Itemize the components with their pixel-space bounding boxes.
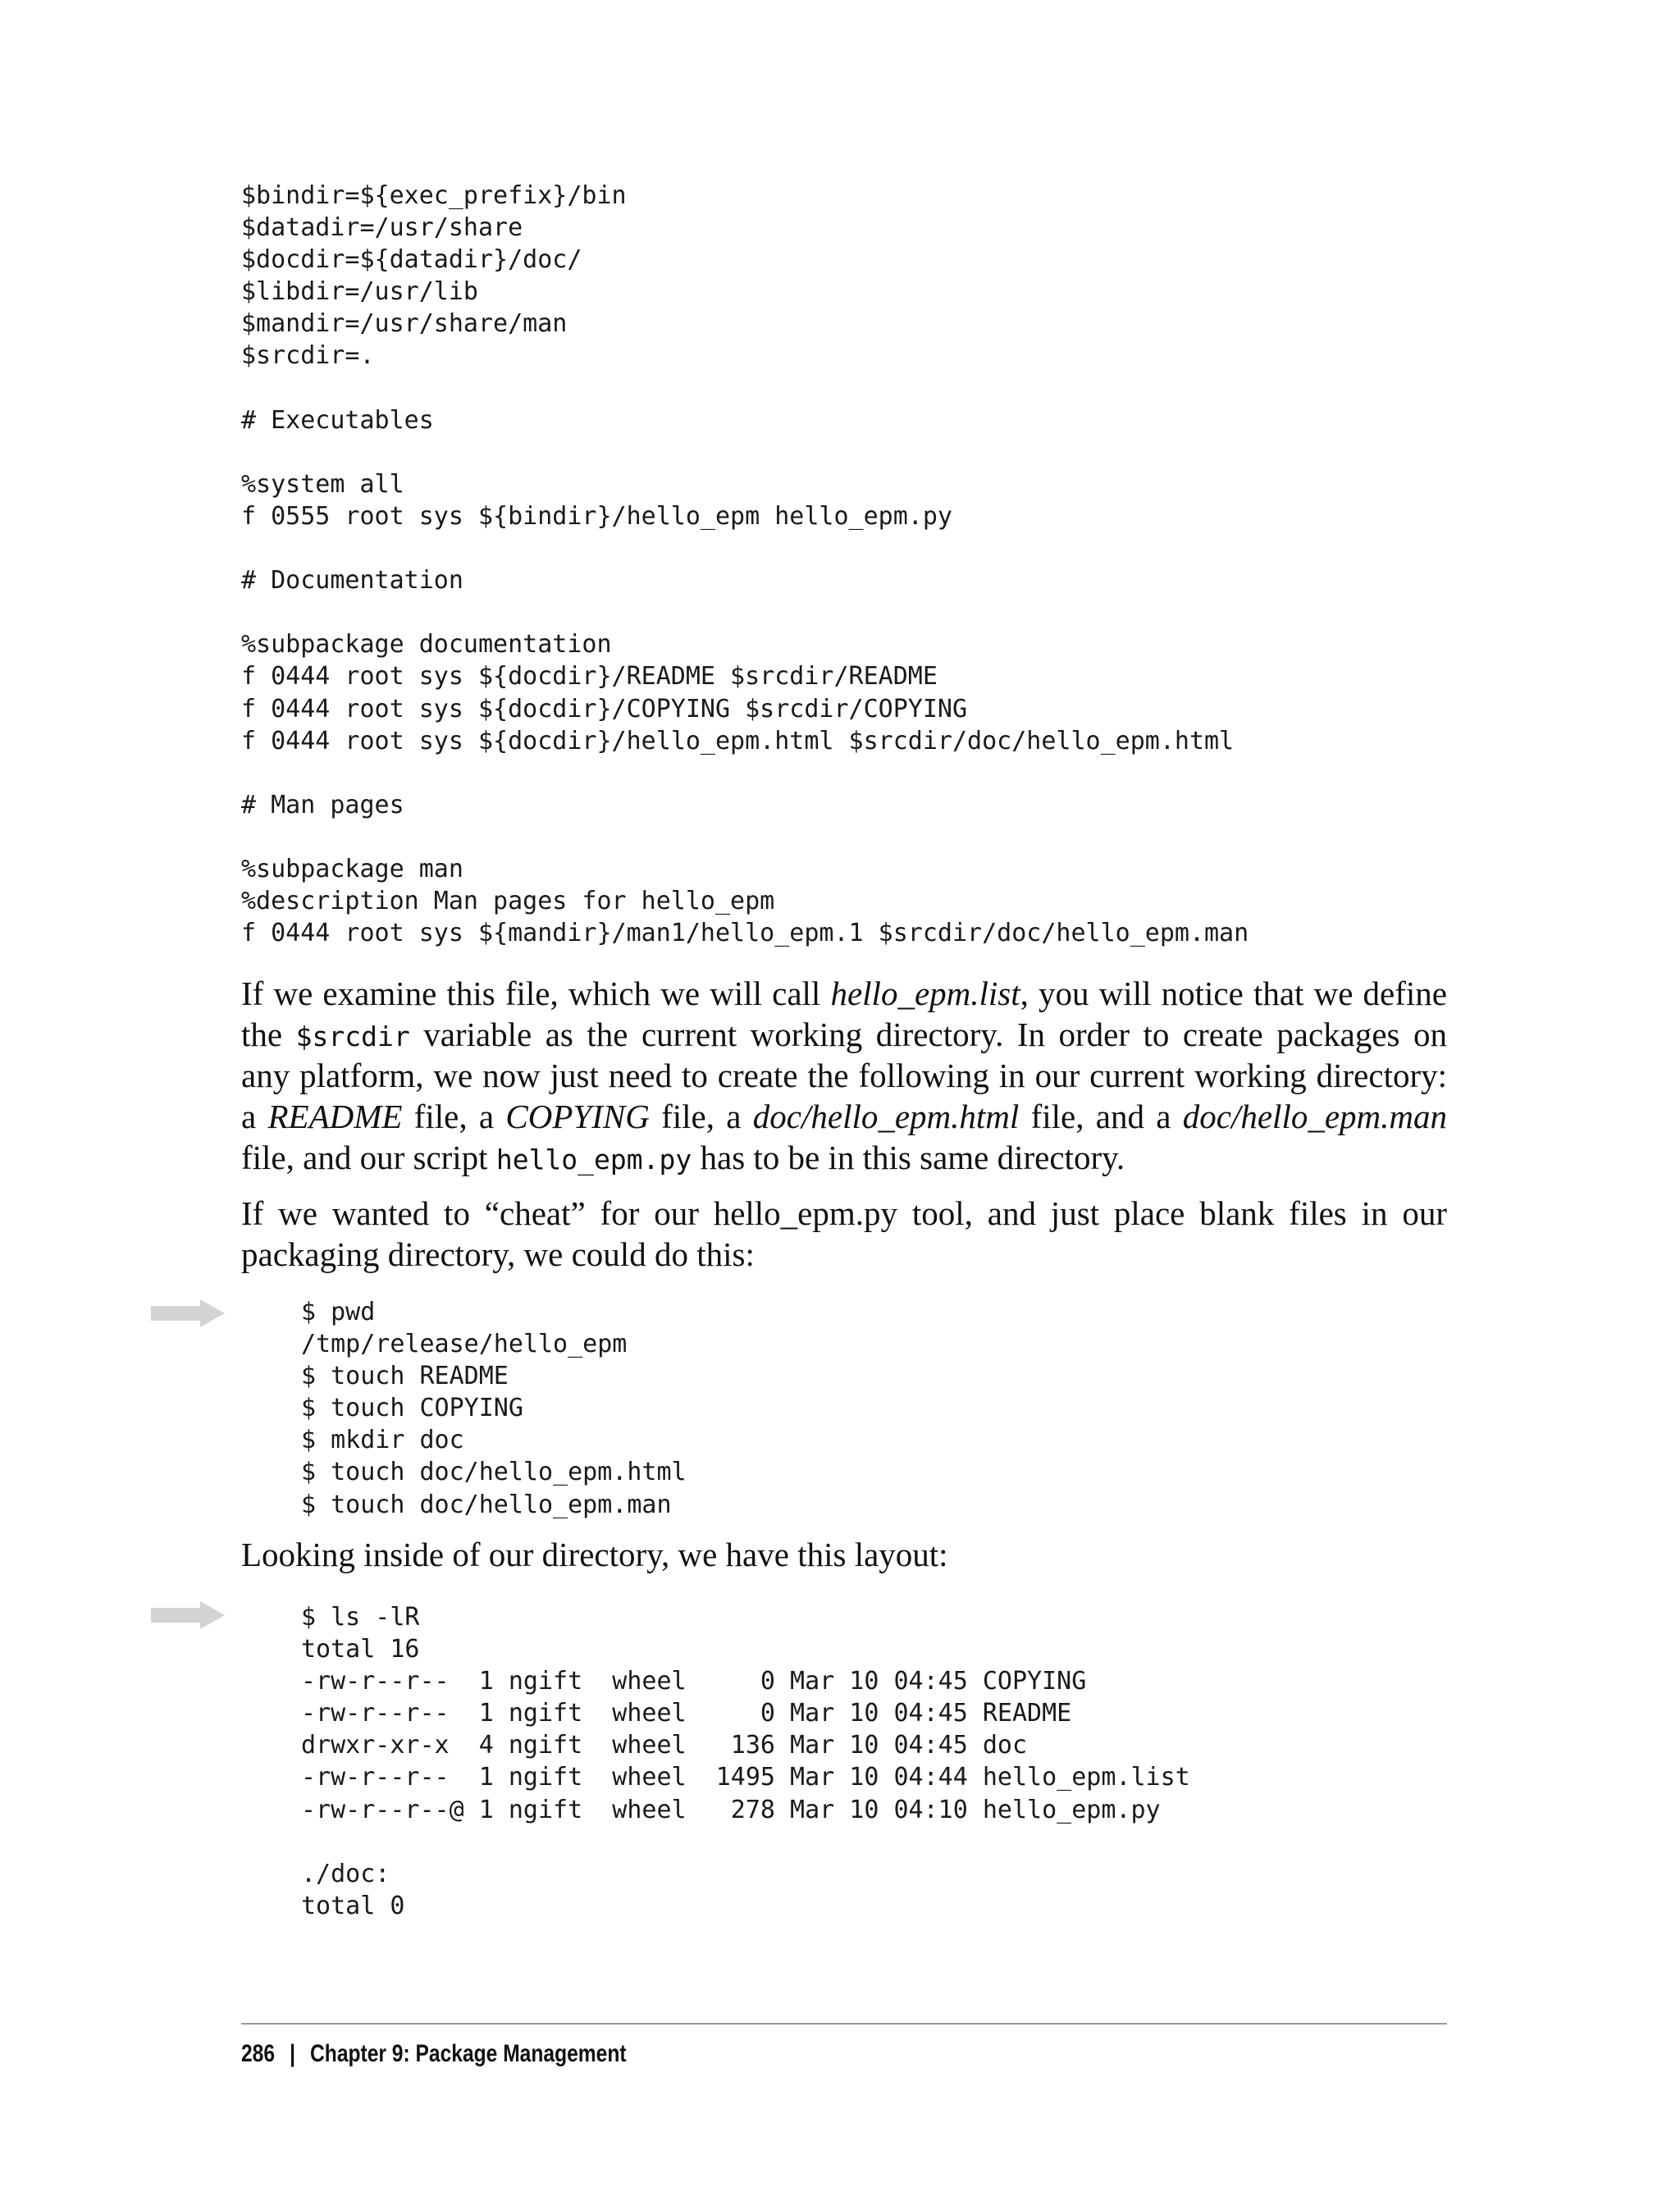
code-line: $mandir=/usr/share/man <box>241 309 568 339</box>
page-number: 286 <box>241 2040 276 2067</box>
filename-copying: COPYING <box>505 1098 650 1135</box>
chapter-title: Chapter 9: Package Management <box>310 2040 627 2067</box>
paragraph-line: Looking inside of our directory, we have this layout: <box>241 1536 948 1573</box>
paragraph-directory-layout <box>241 1534 1447 1575</box>
code-line: $ touch doc/hello_epm.man <box>301 1490 672 1519</box>
code-line: $ pwd <box>301 1298 376 1326</box>
code-line: # Executables <box>241 405 434 435</box>
code-line: -rw-r--r-- 1 ngift wheel 1495 Mar 10 04:44 hello_epm.list <box>301 1763 1190 1792</box>
code-line: $bindir=${exec_prefix}/bin <box>241 181 627 210</box>
text-run: a <box>241 1098 268 1135</box>
paragraph-line <box>241 1137 1447 1178</box>
code-line: # Documentation <box>241 566 463 596</box>
text-run: file, a <box>402 1098 506 1135</box>
filename-hello-epm-html: doc/hello_epm.html <box>752 1098 1020 1135</box>
code-block-epm-list <box>241 180 1249 949</box>
code-line: total 16 <box>301 1635 420 1664</box>
paragraph-line <box>241 973 1447 1014</box>
code-line: $datadir=/usr/share <box>241 213 523 243</box>
code-line: ./doc: <box>301 1859 390 1888</box>
text-run: If we examine this file, which we will call <box>241 975 831 1012</box>
paragraph-line: packaging directory, we could do this: <box>241 1235 755 1273</box>
paragraph-hello-epm-list <box>241 973 1447 1178</box>
code-line: f 0444 root sys ${docdir}/COPYING $srcdir/COPYING <box>241 694 968 724</box>
code-line: $ mkdir doc <box>301 1426 464 1455</box>
code-line: %description Man pages for hello_epm <box>241 887 775 916</box>
text-run: the <box>241 1016 296 1053</box>
code-line <box>241 532 1249 564</box>
code-line <box>241 372 1249 404</box>
arrow-right-icon <box>151 1299 225 1327</box>
code-line: %system all <box>241 469 404 499</box>
code-line: $ touch README <box>301 1362 509 1391</box>
code-line <box>241 596 1249 628</box>
code-line <box>241 757 1249 789</box>
paragraph-line <box>241 1096 1447 1137</box>
paragraph-line <box>241 1014 1447 1055</box>
inline-code-hello-epm-py: hello_epm.py <box>495 1144 692 1176</box>
paragraph-line: any platform, we now just need to create the following in our current working directory: <box>241 1057 1447 1094</box>
filename-readme: README <box>267 1098 403 1135</box>
text-run: has to be in this same directory. <box>692 1139 1125 1176</box>
text-run: file, and our script <box>241 1139 496 1176</box>
arrow-right-icon <box>151 1601 225 1629</box>
text-run: file, a <box>649 1098 753 1135</box>
code-line: -rw-r--r-- 1 ngift wheel 0 Mar 10 04:45 README <box>301 1699 1072 1728</box>
code-line: $ ls -lR <box>301 1603 420 1632</box>
code-line <box>301 1826 1190 1858</box>
code-line: $docdir=${datadir}/doc/ <box>241 245 582 275</box>
code-line: -rw-r--r-- 1 ngift wheel 0 Mar 10 04:45 COPYING <box>301 1667 1087 1696</box>
filename-hello-epm-man: doc/hello_epm.man <box>1182 1098 1447 1135</box>
paragraph-line: If we wanted to “cheat” for our hello_epm.py tool, and just place blank files in our <box>241 1194 1447 1232</box>
code-line: f 0555 root sys ${bindir}/hello_epm hello_epm.py <box>241 501 952 531</box>
code-line: total 0 <box>301 1891 405 1920</box>
code-line: f 0444 root sys ${docdir}/README $srcdir/README <box>241 662 938 692</box>
code-line: f 0444 root sys ${mandir}/man1/hello_epm.1 $srcdir/doc/hello_epm.man <box>241 919 1249 948</box>
code-line: $ touch doc/hello_epm.html <box>301 1458 687 1487</box>
code-line: # Man pages <box>241 790 404 819</box>
paragraph-cheat-blank-files <box>241 1193 1447 1275</box>
code-line: drwxr-xr-x 4 ngift wheel 136 Mar 10 04:45 doc <box>301 1731 1028 1760</box>
code-line: $libdir=/usr/lib <box>241 277 478 307</box>
code-line: %subpackage documentation <box>241 630 612 660</box>
code-block-ls-output <box>301 1601 1190 1922</box>
page-footer <box>241 2038 627 2070</box>
inline-code-srcdir: $srcdir <box>295 1020 410 1052</box>
code-line <box>241 821 1249 853</box>
code-line <box>241 436 1249 468</box>
code-line: -rw-r--r--@ 1 ngift wheel 278 Mar 10 04:10 hello_epm.py <box>301 1795 1161 1824</box>
text-run: , you will notice that we define <box>1020 975 1448 1012</box>
code-line: /tmp/release/hello_epm <box>301 1330 628 1359</box>
code-line: $srcdir=. <box>241 341 375 371</box>
text-run: variable as the current working directory. In order to create packages on <box>409 1016 1447 1053</box>
code-line: f 0444 root sys ${docdir}/hello_epm.html $srcdir/doc/hello_epm.html <box>241 726 1235 756</box>
footer-divider <box>241 2023 1447 2025</box>
code-line: %subpackage man <box>241 854 463 883</box>
filename-hello-epm-list: hello_epm.list <box>830 975 1020 1012</box>
code-block-create-files <box>301 1296 687 1521</box>
footer-separator: | <box>290 2040 295 2067</box>
text-run: file, and a <box>1019 1098 1183 1135</box>
code-line: $ touch COPYING <box>301 1394 523 1423</box>
